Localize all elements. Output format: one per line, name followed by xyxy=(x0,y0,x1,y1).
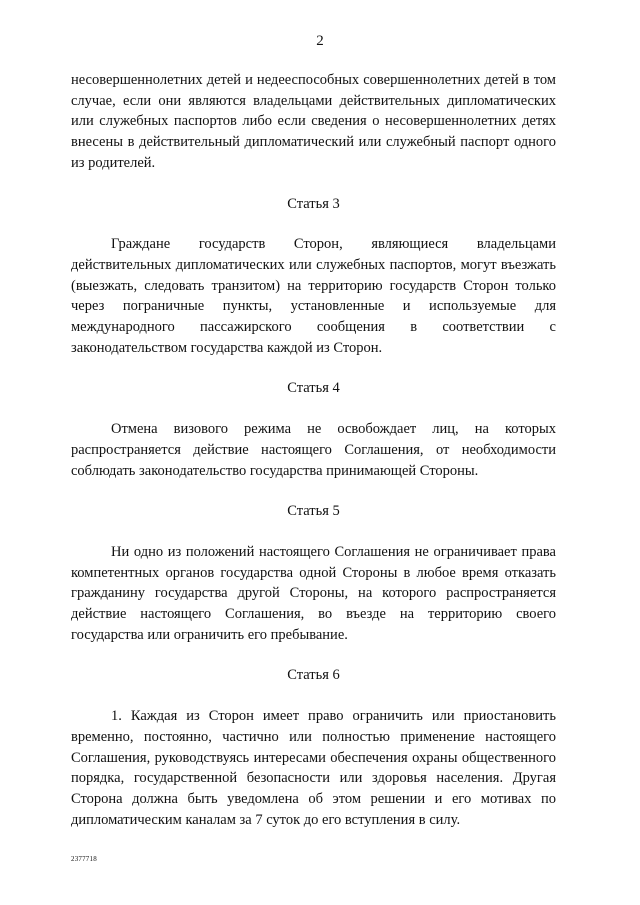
article-3-heading: Статья 3 xyxy=(287,195,340,212)
article-6-text: 1. Каждая из Сторон имеет право ограничить или приостановить временно, постоянно, частично или полностью применение настоящего Соглашения, руководствуясь интересами обеспечения охраны общественного порядка, государственной безопасности или здоровья населения. Другая Сторона должна быть уведомлена об этом решении и его мотивах по дипломатическим каналам за 7 суток до его вступления в силу. xyxy=(71,708,556,828)
article-4-text: Отмена визового режима не освобождает лиц, на которых распространяется действие настоящего Соглашения, от необходимости соблюдать законодательство государства принимающей Стороны. xyxy=(71,421,556,479)
article-5-heading: Статья 5 xyxy=(287,503,340,520)
article-6-heading: Статья 6 xyxy=(287,667,340,684)
document-id: 2377718 xyxy=(71,855,97,863)
page-number: 2 xyxy=(316,33,324,49)
intro-paragraph: несовершеннолетних детей и недееспособных совершеннолетних детей в том случае, если они являются владельцами действительных дипломатических или служебных паспортов либо если сведения о несовершеннолетних детях внесены в действительный дипломатический или служебный паспорт одного из родителей. xyxy=(71,72,556,171)
article-4-heading: Статья 4 xyxy=(287,380,340,397)
document-body xyxy=(71,70,556,830)
article-3-text: Граждане государств Сторон, являющиеся владельцами действительных дипломатических или служебных паспортов, могут въезжать (выезжать, следовать транзитом) на территорию государств Сторон только через пограничные пункты, установленные и используемые для международного пассажирского сообщения в соответствии с законодательством государства каждой из Сторон. xyxy=(71,236,556,356)
article-5-text: Ни одно из положений настоящего Соглашения не ограничивает права компетентных органов государства одной Стороны в любое время отказать гражданину государства другой Стороны, на которого распространяется действие настоящего Соглашения, во въезде на территорию своего государства или ограничить его пребывание. xyxy=(71,543,556,643)
